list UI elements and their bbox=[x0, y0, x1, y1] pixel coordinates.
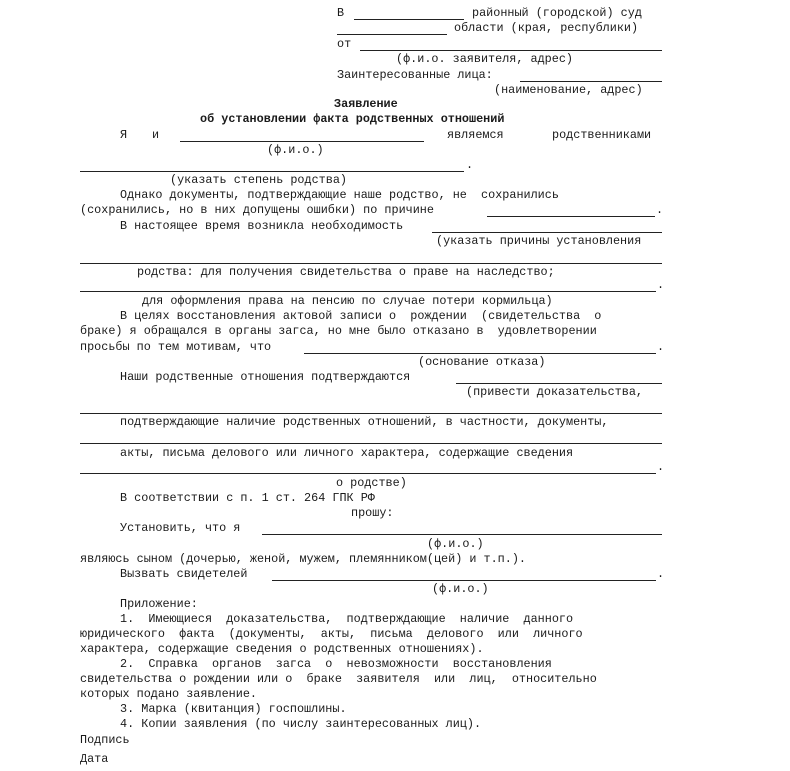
attachment-item: 1. Имеющиеся доказательства, подтверждающие наличие данного bbox=[120, 612, 574, 626]
header-interested-caption: (наименование, адрес) bbox=[494, 83, 643, 97]
header-applicant-caption: (ф.и.о. заявителя, адрес) bbox=[396, 52, 573, 66]
attachment-item: характера, содержащие сведения о родственных отношениях). bbox=[80, 642, 484, 656]
header-court-type: районный (городской) суд bbox=[472, 6, 642, 20]
attachment-item: юридического факта (документы, акты, письма делового или личного bbox=[80, 627, 583, 641]
date-label: Дата bbox=[80, 752, 109, 766]
body-text: . bbox=[466, 158, 474, 172]
refusal-reason-blank[interactable] bbox=[304, 353, 656, 354]
body-text: . bbox=[657, 460, 665, 474]
necessity-blank-2[interactable] bbox=[80, 263, 662, 264]
body-text: (сохранились, но в них допущены ошибки) по причине bbox=[80, 203, 434, 217]
signature-label: Подпись bbox=[80, 733, 130, 747]
fio-caption: (ф.и.о.) bbox=[267, 143, 324, 157]
body-text: являемся bbox=[447, 128, 504, 142]
body-text: являюсь сыном (дочерью, женой, мужем, племянником(цей) и т.п.). bbox=[80, 552, 526, 566]
body-text: родства: для получения свидетельства о праве на наследство; bbox=[137, 265, 555, 279]
body-text: Я bbox=[120, 128, 128, 142]
refusal-caption: (основание отказа) bbox=[418, 355, 546, 369]
body-text: просьбы по тем мотивам, что bbox=[80, 340, 272, 354]
applicant-name-blank[interactable] bbox=[262, 534, 662, 535]
body-text: Однако документы, подтверждающие наше родство, не сохранились bbox=[120, 188, 559, 202]
attachment-item: которых подано заявление. bbox=[80, 687, 257, 701]
body-text: . bbox=[657, 278, 665, 292]
request-heading: прошу: bbox=[351, 506, 394, 520]
region-blank[interactable] bbox=[337, 34, 447, 35]
attachment-item: 2. Справка органов загса о невозможности восстановления bbox=[120, 657, 552, 671]
body-text: . bbox=[656, 203, 664, 217]
attachment-item: 4. Копии заявления (по числу заинтересованных лиц). bbox=[120, 717, 482, 731]
evidence-blank-3[interactable] bbox=[80, 443, 662, 444]
header-court-prefix: В bbox=[337, 6, 345, 20]
evidence-blank-4[interactable] bbox=[80, 473, 656, 474]
document-subtitle: об установлении факта родственных отношений bbox=[200, 112, 505, 126]
body-text: . bbox=[657, 340, 665, 354]
evidence-blank-2[interactable] bbox=[80, 413, 662, 414]
body-text: для оформления права на пенсию по случае потери кормильца) bbox=[142, 294, 553, 308]
body-text: акты, письма делового или личного характера, содержащие сведения bbox=[120, 446, 574, 460]
fio-caption: (ф.и.о.) bbox=[432, 582, 489, 596]
necessity-caption: (указать причины установления bbox=[436, 234, 642, 248]
fio-caption: (ф.и.о.) bbox=[427, 537, 484, 551]
kinship-caption: (указать степень родства) bbox=[170, 173, 347, 187]
evidence-blank[interactable] bbox=[456, 383, 662, 384]
document-title: Заявление bbox=[334, 97, 398, 111]
body-text: и bbox=[152, 128, 160, 142]
evidence-caption: (привести доказательства, bbox=[466, 385, 643, 399]
body-text: Вызвать свидетелей bbox=[120, 567, 248, 581]
attachments-heading: Приложение: bbox=[120, 597, 198, 611]
body-text: В настоящее время возникла необходимость bbox=[120, 219, 404, 233]
body-text: Установить, что я bbox=[120, 521, 241, 535]
header-from-prefix: от bbox=[337, 37, 352, 51]
header-interested-parties-label: Заинтересованные лица: bbox=[337, 68, 493, 82]
necessity-blank-3[interactable] bbox=[80, 291, 656, 292]
body-text: В целях восстановления актовой записи о рождении (свидетельства о bbox=[120, 309, 602, 323]
body-text: В соответствии с п. 1 ст. 264 ГПК РФ bbox=[120, 491, 375, 505]
header-region-type: области (края, республики) bbox=[454, 21, 639, 35]
body-text: родственниками bbox=[552, 128, 652, 142]
relatives-name-blank[interactable] bbox=[180, 141, 424, 142]
court-name-blank[interactable] bbox=[354, 19, 464, 20]
body-text: . bbox=[657, 567, 665, 581]
kinship-degree-blank[interactable] bbox=[80, 171, 464, 172]
interested-parties-blank[interactable] bbox=[520, 81, 662, 82]
body-text: о родстве) bbox=[336, 476, 407, 490]
applicant-blank[interactable] bbox=[360, 50, 662, 51]
witnesses-blank[interactable] bbox=[272, 580, 656, 581]
attachment-item: свидетельства о рождении или о браке заявителя или лиц, относительно bbox=[80, 672, 597, 686]
necessity-blank[interactable] bbox=[432, 232, 662, 233]
reason-blank[interactable] bbox=[487, 216, 655, 217]
attachment-item: 3. Марка (квитанция) госпошлины. bbox=[120, 702, 347, 716]
body-text: браке) я обращался в органы загса, но мне было отказано в удовлетворении bbox=[80, 324, 597, 338]
body-text: Наши родственные отношения подтверждаются bbox=[120, 370, 411, 384]
body-text: подтверждающие наличие родственных отношений, в частности, документы, bbox=[120, 415, 609, 429]
